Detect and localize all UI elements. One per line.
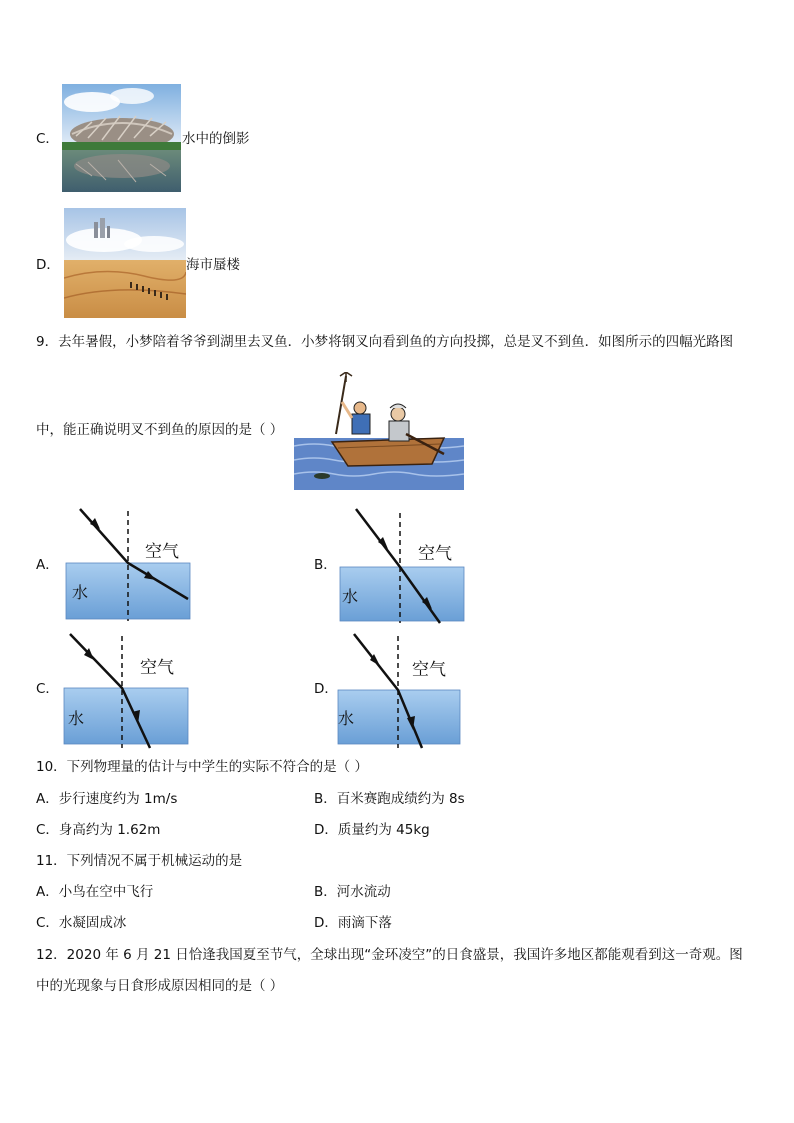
q9-a-water-label: 水: [72, 583, 89, 602]
q10-option-a: A．步行速度约为 1m/s: [36, 791, 178, 807]
birds-nest-reflection-photo: [62, 84, 181, 192]
q9-option-b-letter: B．: [314, 557, 337, 573]
q11-stem: 11．下列情况不属于机械运动的是: [36, 853, 243, 869]
q8-option-d-letter: D．: [36, 257, 60, 273]
q11-option-a: A．小鸟在空中飞行: [36, 884, 154, 900]
q9-diagram-d: [336, 630, 464, 750]
q8-option-c-letter: C．: [36, 131, 59, 147]
q11-option-c: C．水凝固成冰: [36, 915, 127, 931]
q11-option-b: B．河水流动: [314, 884, 391, 900]
q9-d-air-label: 空气: [412, 660, 446, 680]
q9-stem-line2: 中，能正确说明叉不到鱼的原因的是（ ）: [36, 422, 284, 438]
q9-option-d-letter: D．: [314, 681, 338, 697]
q11-option-d: D．雨滴下落: [314, 915, 392, 931]
q10-option-b: B．百米赛跑成绩约为 8s: [314, 791, 465, 807]
q9-a-air-label: 空气: [145, 542, 179, 562]
fishing-boat-illustration: [294, 372, 464, 490]
q9-b-water-label: 水: [342, 587, 359, 606]
q9-d-water-label: 水: [338, 709, 355, 728]
q9-option-a-letter: A．: [36, 557, 59, 573]
q12-stem-line1: 12．2020 年 6 月 21 日恰逢我国夏至节气，全球出现“金环凌空”的日食盛景，我国许多地区都能观看到这一奇观。图: [36, 947, 743, 963]
q9-stem-line1: 9．去年暑假，小梦陪着爷爷到湖里去叉鱼．小梦将钢叉向看到鱼的方向投掷，总是叉不到鱼．如图所示的四幅光路图: [36, 334, 734, 350]
q12-stem-line2: 中的光现象与日食形成原因相同的是（ ）: [36, 978, 284, 994]
mirage-desert-photo: [64, 208, 186, 318]
q10-option-d: D．质量约为 45kg: [314, 822, 430, 838]
q9-option-c-letter: C．: [36, 681, 59, 697]
q8-option-d-caption: 海市蜃楼: [186, 257, 240, 273]
q10-stem: 10．下列物理量的估计与中学生的实际不符合的是（ ）: [36, 759, 368, 775]
q9-diagram-c: [62, 630, 190, 750]
q9-diagram-a: [64, 503, 192, 623]
q10-option-c: C．身高约为 1.62m: [36, 822, 161, 838]
q8-option-c-caption: 水中的倒影: [182, 131, 250, 147]
q9-diagram-b: [338, 505, 466, 625]
q9-b-air-label: 空气: [418, 544, 452, 564]
q9-c-water-label: 水: [68, 709, 85, 728]
q9-c-air-label: 空气: [140, 658, 174, 678]
